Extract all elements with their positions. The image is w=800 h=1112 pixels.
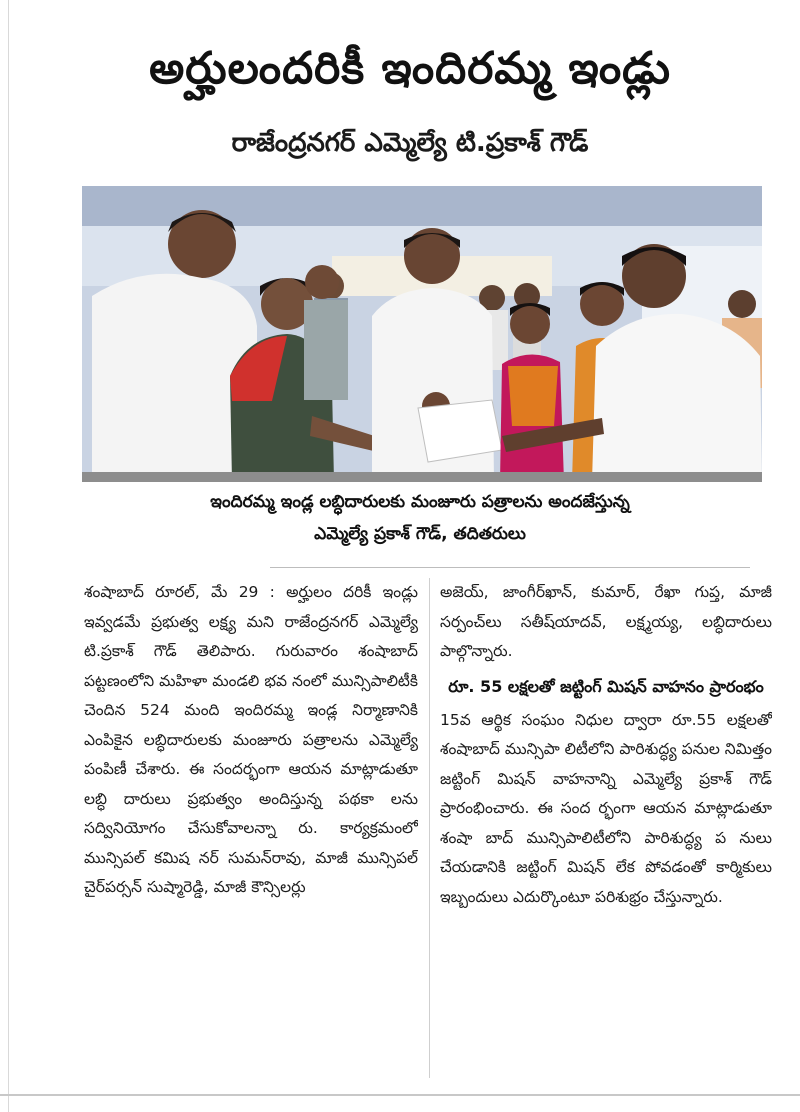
column-divider (429, 578, 430, 1078)
article-left-column (84, 578, 418, 1078)
article-subheading: రూ. 55 లక్షలతో జట్టింగ్ మిషన్ వాహనం ప్రారంభం (448, 676, 764, 696)
caption-rule (270, 567, 750, 568)
headline: అర్హులందరికీ ఇందిరమ్మ ఇండ్లు (149, 43, 671, 94)
article-right-body-text: 15వ ఆర్థిక సంఘం నిధుల ద్వారా రూ.55 లక్షలతో శంషాబాద్ మున్సిపా లిటీలోని పారిశుద్ధ్య పనుల నిమిత్తం జట్టింగ్ మిషన్ వాహనాన్ని ఎమ్మెల్యే ప్రకాశ్ గౌడ్ ప్రారంభించారు. ఈ సంద ర్భంగా ఆయన మాట్లాడుతూ శంషా బాద్ మున్సిపాలిటీలోని పారిశుద్ధ్య ప నులు చేయడానికి జట్టింగ్ మిషన్ లేక పోవడంతో కార్మికులు ఇబ్బందులు ఎదుర్కొంటూ పరిశుభ్రం చేస్తున్నారు. (440, 710, 772, 906)
article-right-column (440, 578, 772, 1078)
subheadline: రాజేంద్రనగర్ ఎమ్మెల్యే టి.ప్రకాశ్ గౌడ్ (231, 128, 589, 158)
photo-caption-line-2: ఎమ్మెల్యే ప్రకాశ్ గౌడ్, తదితరులు (314, 524, 526, 544)
page-left-rule (8, 0, 9, 1112)
photo-caption (120, 486, 720, 554)
article-left-text: శంషాబాద్ రూరల్, మే 29 : అర్హులం దరికీ ఇండ్లు ఇవ్వడమే ప్రభుత్వ లక్ష్య మని రాజేంద్రనగర్ ఎమ్మెల్యే టి.ప్రకాశ్ గౌడ్ తెలిపారు. గురువారం శంషాబాద్ పట్టణంలోని మహిళా మండలి భవ నంలో మున్సిపాలిటీకి చెందిన 524 మంది ఇందిరమ్మ ఇండ్ల నిర్మాణానికి ఎంపికైన లబ్ధిదారులకు మంజూరు పత్రాలను ఎమ్మెల్యే పంపిణీ చేశారు. ఈ సందర్భంగా ఆయన మాట్లాడుతూ లబ్ధి దారులు ప్రభుత్వం అందిస్తున్న పథకా లను సద్వినియోగం చేసుకోవాలన్నా రు. కార్యక్రమంలో మున్సిపల్ కమిష నర్ సుమన్‌రావు, మాజీ మున్సిపల్ చైర్‌పర్సన్ సుష్మారెడ్డి, మాజీ కౌన్సిలర్లు (84, 583, 418, 896)
news-photo (82, 186, 762, 482)
page-bottom-rule (0, 1094, 800, 1096)
article-right-top-text: అజెయ్, జాంగీర్‌ఖాన్, కుమార్, రేఖా గుప్త, మాజీ సర్పంచ్‌లు సతీష్‌యాదవ్, లక్ష్మయ్య, లబ్ధిదారులు పాల్గొన్నారు. (440, 583, 772, 660)
photo-caption-line-1: ఇందిరమ్మ ఇండ్ల లబ్ధిదారులకు మంజూరు పత్రాలను అందజేస్తున్న (210, 492, 630, 512)
